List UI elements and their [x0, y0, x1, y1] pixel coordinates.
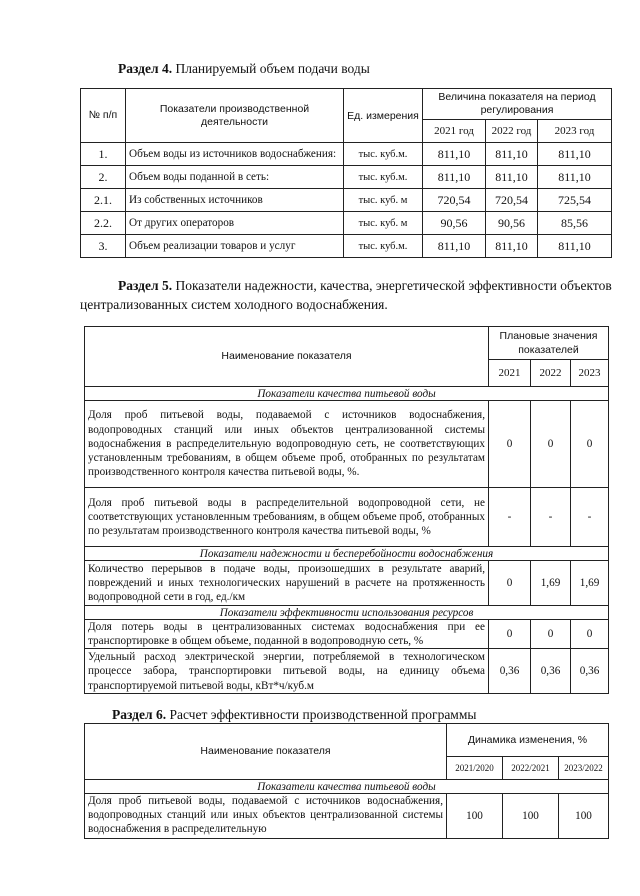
- row-unit: тыс. куб.м.: [344, 166, 423, 189]
- header-indicator: Показатели производственной деятельности: [126, 89, 344, 143]
- table-row: [81, 235, 612, 258]
- row-value-2022: 0: [531, 401, 571, 488]
- header-indicator: Наименование показателя: [85, 724, 447, 780]
- row-value-2022: -: [531, 488, 571, 547]
- row-num: 2.: [81, 166, 126, 189]
- section6-heading: [112, 706, 476, 724]
- section6-number: Раздел 6.: [112, 707, 167, 722]
- table-row: [85, 401, 609, 488]
- row-name: Объем воды поданной в сеть:: [126, 166, 344, 189]
- group-efficiency: Показатели эффективности использования ресурсов: [85, 606, 609, 620]
- row-value-2022: 90,56: [486, 212, 538, 235]
- row-value-2023: 0: [571, 401, 609, 488]
- table-row: [81, 166, 612, 189]
- row-value-2021: 0,36: [489, 649, 531, 694]
- table-row: [81, 212, 612, 235]
- row-value-2022: 811,10: [486, 143, 538, 166]
- row-value-2023: 811,10: [538, 143, 612, 166]
- section5-table: [84, 326, 609, 694]
- row-value-2021: -: [489, 488, 531, 547]
- section6-table: [84, 723, 609, 839]
- header-planned: Плановые значения показателей: [489, 327, 609, 360]
- table-row: [85, 620, 609, 649]
- row-value-2021: 0: [489, 620, 531, 649]
- section4-number: Раздел 4.: [118, 61, 173, 76]
- row-value-2023: 0,36: [571, 649, 609, 694]
- row-name: Из собственных источников: [126, 189, 344, 212]
- row-num: 2.2.: [81, 212, 126, 235]
- header-year-2021: 2021 год: [423, 120, 486, 143]
- row-unit: тыс. куб.м.: [344, 235, 423, 258]
- table-row: [85, 488, 609, 547]
- row-value-2022: 720,54: [486, 189, 538, 212]
- row-name: Доля проб питьевой воды, подаваемой с источников водоснабжения, водопроводных станций или иных объектов централизованной системы водоснабжения в распределительную водопроводную сеть, не соответствующих установленным требованиям, в общем объеме проб, отобранных по результатам производственного контроля качества питьевой воды, %.: [85, 401, 489, 488]
- row-value-2021: 811,10: [423, 235, 486, 258]
- row-value-2021: 720,54: [423, 189, 486, 212]
- header-year-2023: 2023 год: [538, 120, 612, 143]
- header-period-1: 2021/2020: [447, 757, 503, 780]
- section4-heading: [118, 60, 370, 78]
- row-value-2023: 1,69: [571, 561, 609, 606]
- group-quality: Показатели качества питьевой воды: [85, 780, 609, 794]
- row-unit: тыс. куб. м: [344, 189, 423, 212]
- row-name: От других операторов: [126, 212, 344, 235]
- row-unit: тыс. куб.м.: [344, 143, 423, 166]
- header-year-2022: 2022 год: [486, 120, 538, 143]
- section5-heading-line1: [118, 277, 612, 295]
- table-row: [81, 189, 612, 212]
- header-year-2021: 2021: [489, 360, 531, 387]
- header-year-2023: 2023: [571, 360, 609, 387]
- header-period: Величина показателя на период регулирования: [423, 89, 612, 120]
- row-value-2023: 0: [571, 620, 609, 649]
- row-name: Доля проб питьевой воды в распределительной водопроводной сети, не соответствующих установленным требованиям, в общем объеме проб, отобранных по результатам производственного контроля качества питьевой воды, %: [85, 488, 489, 547]
- group-reliability: Показатели надежности и бесперебойности водоснабжения: [85, 547, 609, 561]
- table-row: [85, 561, 609, 606]
- header-period-3: 2023/2022: [559, 757, 609, 780]
- section5-title-line1: Показатели надежности, качества, энергетической эффективности объектов: [175, 278, 612, 293]
- row-unit: тыс. куб. м: [344, 212, 423, 235]
- header-period-2: 2022/2021: [503, 757, 559, 780]
- row-value-2021: 0: [489, 401, 531, 488]
- row-name: Доля проб питьевой воды, подаваемой с источников водоснабжения, водопроводных станций или иных объектов централизованной системы водоснабжения в распределительную: [85, 794, 447, 839]
- header-num: № п/п: [81, 89, 126, 143]
- section5-number: Раздел 5.: [118, 278, 173, 293]
- row-value-2023: 811,10: [538, 235, 612, 258]
- row-value-2023: 725,54: [538, 189, 612, 212]
- section5-title-line2: централизованных систем холодного водоснабжения.: [80, 297, 388, 312]
- table-row: [81, 143, 612, 166]
- row-value-2022: 811,10: [486, 166, 538, 189]
- row-value-2022: 811,10: [486, 235, 538, 258]
- group-quality: Показатели качества питьевой воды: [85, 387, 609, 401]
- row-value-2023: 811,10: [538, 166, 612, 189]
- row-value-2022: 0,36: [531, 649, 571, 694]
- row-name: Объем реализации товаров и услуг: [126, 235, 344, 258]
- row-num: 1.: [81, 143, 126, 166]
- row-value-2023: -: [571, 488, 609, 547]
- section6-title: Расчет эффективности производственной программы: [169, 707, 477, 722]
- row-value-1: 100: [447, 794, 503, 839]
- header-year-2022: 2022: [531, 360, 571, 387]
- table-row: [85, 649, 609, 694]
- row-value-2023: 85,56: [538, 212, 612, 235]
- section4-title: Планируемый объем подачи воды: [175, 61, 370, 76]
- row-value-2021: 811,10: [423, 143, 486, 166]
- header-dynamics: Динамика изменения, %: [447, 724, 609, 757]
- row-value-2: 100: [503, 794, 559, 839]
- row-name: Количество перерывов в подаче воды, произошедших в результате аварий, повреждений и иных технологических нарушений в расчете на протяженность водопроводной сети в год, ед./км: [85, 561, 489, 606]
- row-value-2022: 0: [531, 620, 571, 649]
- row-name: Удельный расход электрической энергии, потребляемой в технологическом процессе забора, транспортировки питьевой воды, на единицу объема транспортируемой питьевой воды, кВт*ч/куб.м: [85, 649, 489, 694]
- section4-table: [80, 88, 612, 258]
- row-value-3: 100: [559, 794, 609, 839]
- header-indicator: Наименование показателя: [85, 327, 489, 387]
- row-num: 2.1.: [81, 189, 126, 212]
- row-value-2021: 811,10: [423, 166, 486, 189]
- row-value-2021: 90,56: [423, 212, 486, 235]
- row-value-2021: 0: [489, 561, 531, 606]
- row-name: Объем воды из источников водоснабжения:: [126, 143, 344, 166]
- table-row: [85, 794, 609, 839]
- row-value-2022: 1,69: [531, 561, 571, 606]
- row-num: 3.: [81, 235, 126, 258]
- header-unit: Ед. измерения: [344, 89, 423, 143]
- row-name: Доля потерь воды в централизованных системах водоснабжения при ее транспортировке в общем объеме, поданной в водопроводную сеть, %: [85, 620, 489, 649]
